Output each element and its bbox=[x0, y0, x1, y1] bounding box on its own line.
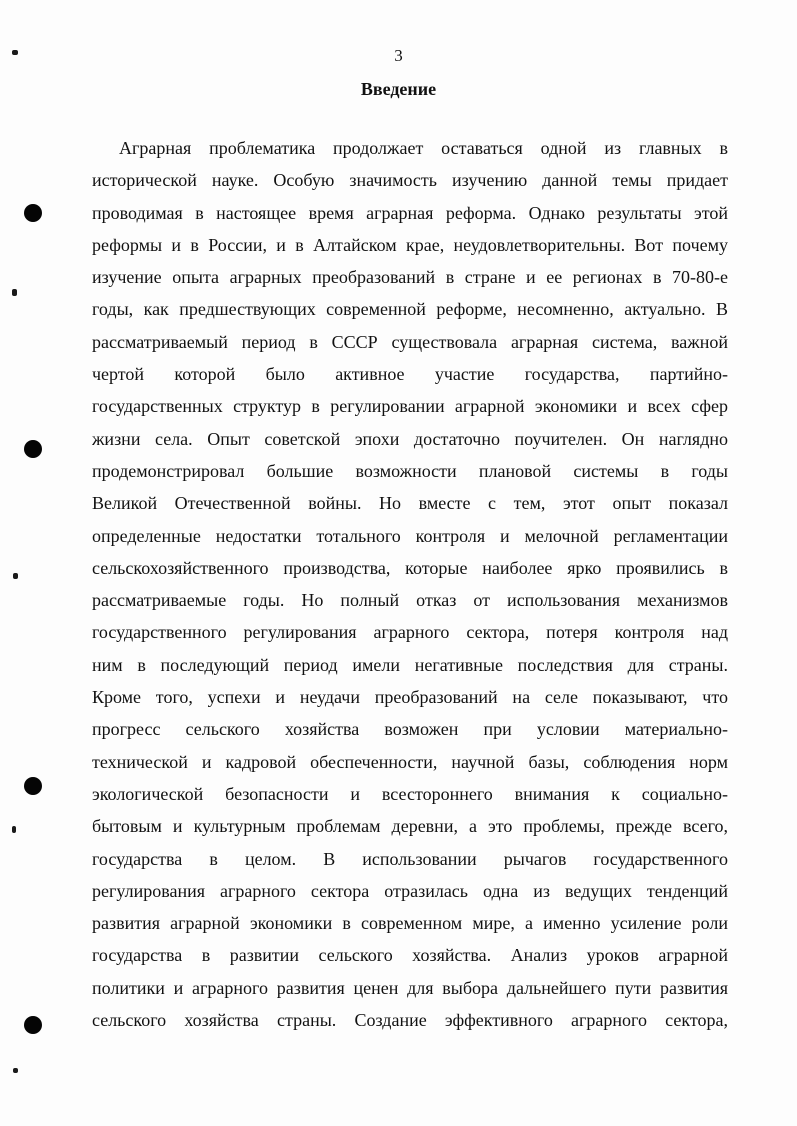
text-line: продемонстрировал большие возможности плановой системы в годы bbox=[92, 460, 728, 481]
text-line: годы, как предшествующих современной реформе, несомненно, актуально. В bbox=[92, 299, 728, 320]
section-heading: Введение bbox=[360, 79, 437, 99]
text-line: государства в развитии сельского хозяйства. Анализ уроков аграрной bbox=[92, 945, 728, 966]
text-line: бытовым и культурным проблемам деревни, а это проблемы, прежде всего, bbox=[92, 816, 728, 837]
text-line: изучение опыта аграрных преобразований в стране и ее регионах в 70-80-е bbox=[92, 267, 728, 288]
text-line: государственных структур в регулировании аграрной экономики и всех сфер bbox=[92, 396, 728, 417]
text-line: регулирования аграрного сектора отразилась одна из ведущих тенденций bbox=[92, 880, 728, 901]
text-line: технической и кадровой обеспеченности, научной базы, соблюдения норм bbox=[92, 751, 728, 772]
binder-hole-icon bbox=[24, 204, 42, 222]
text-line: Аграрная проблематика продолжает оставаться одной из главных в bbox=[119, 138, 728, 158]
text-line: проводимая в настоящее время аграрная реформа. Однако результаты этой bbox=[92, 202, 728, 223]
scan-speck-icon bbox=[13, 573, 18, 579]
binder-hole-icon bbox=[24, 777, 42, 795]
text-line: сельского хозяйства страны. Создание эффективного аграрного сектора, bbox=[92, 1010, 728, 1031]
text-line: определенные недостатки тотального контроля и мелочной регламентации bbox=[92, 525, 728, 546]
scan-speck-icon bbox=[12, 826, 16, 833]
text-line: экологической безопасности и всестороннего внимания к социально- bbox=[92, 783, 728, 804]
text-line: рассматриваемые годы. Но полный отказ от использования механизмов bbox=[92, 590, 728, 611]
text-line: сельскохозяйственного производства, которые наиболее ярко проявились в bbox=[92, 557, 728, 578]
binder-hole-icon bbox=[24, 440, 42, 458]
text-line: реформы и в России, и в Алтайском крае, неудовлетворительны. Вот почему bbox=[92, 234, 728, 255]
body-paragraph bbox=[92, 136, 728, 1040]
text-line: рассматриваемый период в СССР существовала аграрная система, важной bbox=[92, 331, 728, 352]
page-number: 3 bbox=[394, 46, 403, 65]
text-line: политики и аграрного развития ценен для выбора дальнейшего пути развития bbox=[92, 977, 728, 998]
scan-speck-icon bbox=[12, 289, 17, 296]
text-line: прогресс сельского хозяйства возможен при условии материально- bbox=[92, 719, 728, 740]
text-line: Кроме того, успехи и неудачи преобразований на селе показывают, что bbox=[92, 687, 728, 708]
text-line: чертой которой было активное участие государства, партийно- bbox=[92, 364, 728, 385]
text-line: исторической науке. Особую значимость изучению данной темы придает bbox=[92, 170, 728, 191]
text-line: Великой Отечественной войны. Но вместе с тем, этот опыт показал bbox=[92, 493, 728, 514]
text-line: ним в последующий период имели негативные последствия для страны. bbox=[92, 654, 728, 675]
binder-hole-icon bbox=[24, 1016, 42, 1034]
scan-speck-icon bbox=[13, 1068, 18, 1073]
text-line: государства в целом. В использовании рычагов государственного bbox=[92, 848, 728, 869]
text-line: развития аграрной экономики в современном мире, а именно усиление роли bbox=[92, 913, 728, 934]
text-line: государственного регулирования аграрного сектора, потеря контроля над bbox=[92, 622, 728, 643]
text-line: жизни села. Опыт советской эпохи достаточно поучителен. Он наглядно bbox=[92, 428, 728, 449]
